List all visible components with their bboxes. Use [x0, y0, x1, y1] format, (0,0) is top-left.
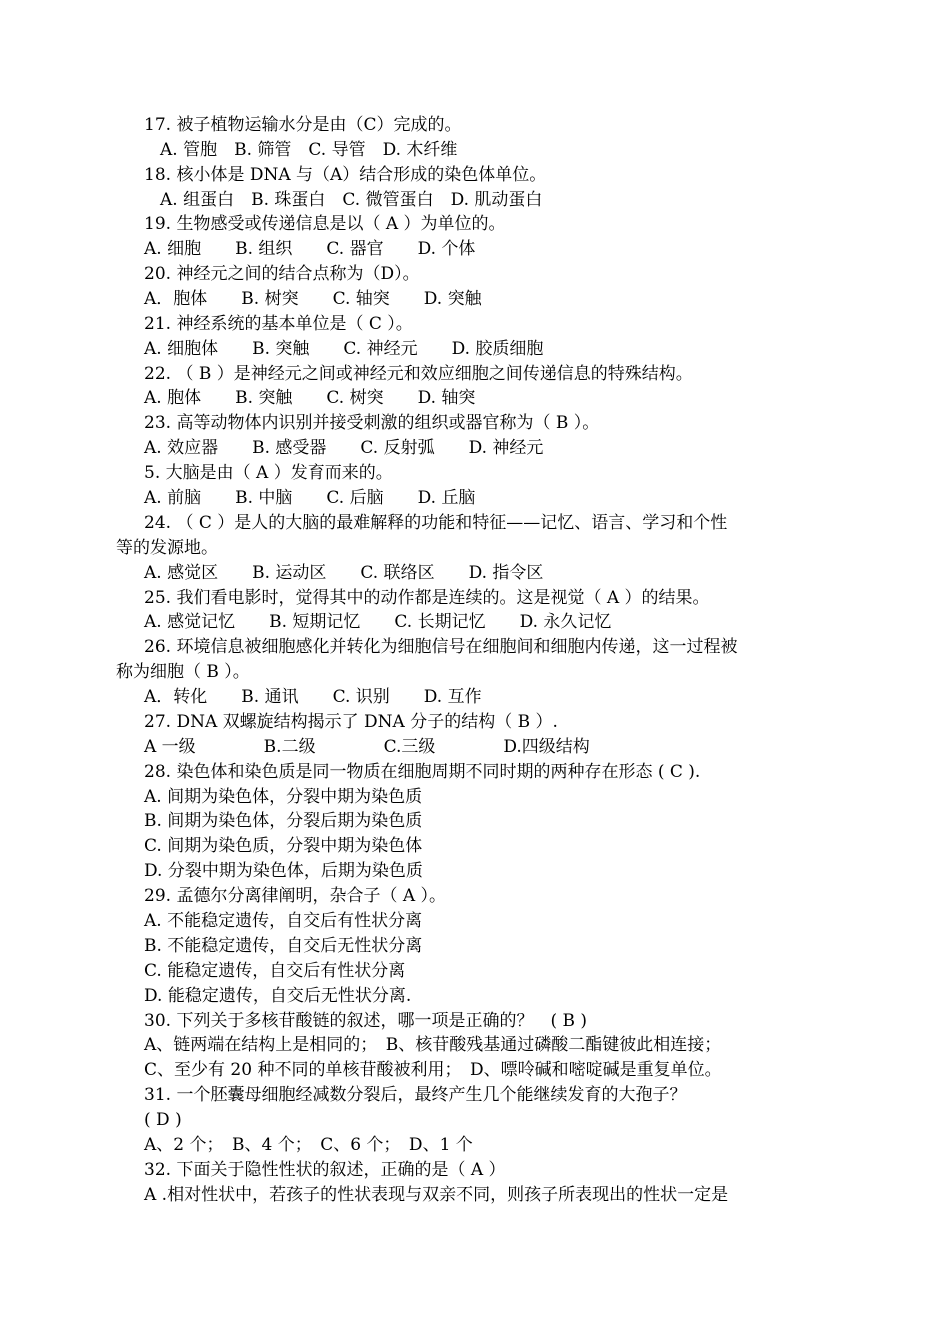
question-20: 20. 神经元之间的结合点称为（D）。	[144, 264, 420, 284]
question-23: 23. 高等动物体内识别并接受刺激的组织或器官称为（ B ）。	[144, 413, 600, 433]
options-30-ab: A、链两端在结构上是相同的； B、核苷酸残基通过磷酸二酯键彼此相连接；	[144, 1035, 722, 1055]
options-27: A 一级 B.二级 C.三级 D.四级结构	[144, 737, 590, 757]
options-17: A. 管胞 B. 筛管 C. 导管 D. 木纤维	[160, 140, 458, 160]
option-28-d: D. 分裂中期为染色体，后期为染色质	[144, 861, 423, 881]
options-30-cd: C、至少有 20 种不同的单核苷酸被利用； D、嘌呤碱和嘧啶碱是重复单位。	[144, 1060, 722, 1080]
question-31-answer: ( D )	[144, 1110, 182, 1130]
question-17: 17. 被子植物运输水分是由（C）完成的。	[144, 115, 462, 135]
option-28-b: B. 间期为染色体，分裂后期为染色质	[144, 811, 423, 831]
options-31: A、2 个； B、4 个； C、6 个； D、1 个	[144, 1135, 473, 1155]
question-5: 5. 大脑是由（ A ）发育而来的。	[144, 463, 393, 483]
options-26: A．转化 B. 通讯 C. 识别 D. 互作	[144, 687, 482, 707]
options-24: A. 感觉区 B. 运动区 C. 联络区 D. 指令区	[144, 563, 544, 583]
question-22: 22. （ B ）是神经元之间或神经元和效应细胞之间传递信息的特殊结构。	[144, 364, 693, 384]
options-25: A. 感觉记忆 B. 短期记忆 C. 长期记忆 D. 永久记忆	[144, 612, 612, 632]
question-27: 27. DNA 双螺旋结构揭示了 DNA 分子的结构（ B ）.	[144, 712, 558, 732]
option-29-c: C. 能稳定遗传，自交后有性状分离	[144, 961, 406, 981]
question-26: 26. 环境信息被细胞感化并转化为细胞信号在细胞间和细胞内传递，这一过程被	[144, 637, 738, 657]
question-30: 30. 下列关于多核苷酸链的叙述，哪一项是正确的？ ( B )	[144, 1011, 588, 1031]
question-24-cont: 等的发源地。	[116, 538, 218, 558]
option-29-b: B. 不能稳定遗传，自交后无性状分离	[144, 936, 423, 956]
options-23: A. 效应器 B. 感受器 C. 反射弧 D. 神经元	[144, 438, 544, 458]
question-29: 29. 孟德尔分离律阐明，杂合子（ A ）。	[144, 886, 447, 906]
option-32-a: A .相对性状中，若孩子的性状表现与双亲不同，则孩子所表现出的性状一定是	[144, 1185, 729, 1205]
question-25: 25. 我们看电影时，觉得其中的动作都是连续的。这是视觉（ A ）的结果。	[144, 588, 710, 608]
options-18: A. 组蛋白 B. 珠蛋白 C. 微管蛋白 D. 肌动蛋白	[160, 190, 543, 210]
question-26-cont: 称为细胞（ B ）。	[116, 662, 250, 682]
question-24: 24. （ C ）是人的大脑的最难解释的功能和特征——记忆、语言、学习和个性	[144, 513, 728, 533]
options-21: A. 细胞体 B. 突触 C. 神经元 D. 胶质细胞	[144, 339, 544, 359]
options-5: A. 前脑 B. 中脑 C. 后脑 D. 丘脑	[144, 488, 476, 508]
question-18: 18. 核小体是 DNA 与（A）结合形成的染色体单位。	[144, 165, 547, 185]
question-21: 21. 神经系统的基本单位是（ C ）。	[144, 314, 413, 334]
question-28: 28. 染色体和染色质是同一物质在细胞周期不同时期的两种存在形态 ( C ).	[144, 762, 701, 782]
option-28-c: C. 间期为染色质，分裂中期为染色体	[144, 836, 423, 856]
option-29-a: A. 不能稳定遗传，自交后有性状分离	[144, 911, 423, 931]
option-29-d: D. 能稳定遗传，自交后无性状分离.	[144, 986, 412, 1006]
options-20: A．胞体 B. 树突 C. 轴突 D. 突触	[144, 289, 482, 309]
option-28-a: A. 间期为染色体，分裂中期为染色质	[144, 787, 423, 807]
options-22: A. 胞体 B. 突触 C. 树突 D. 轴突	[144, 388, 476, 408]
options-19: A. 细胞 B. 组织 C. 器官 D. 个体	[144, 239, 476, 259]
question-32: 32. 下面关于隐性性状的叙述，正确的是（ A ）	[144, 1160, 506, 1180]
question-19: 19. 生物感受或传递信息是以（ A ）为单位的。	[144, 214, 506, 234]
question-31: 31. 一个胚囊母细胞经减数分裂后，最终产生几个能继续发育的大孢子？	[144, 1085, 687, 1105]
